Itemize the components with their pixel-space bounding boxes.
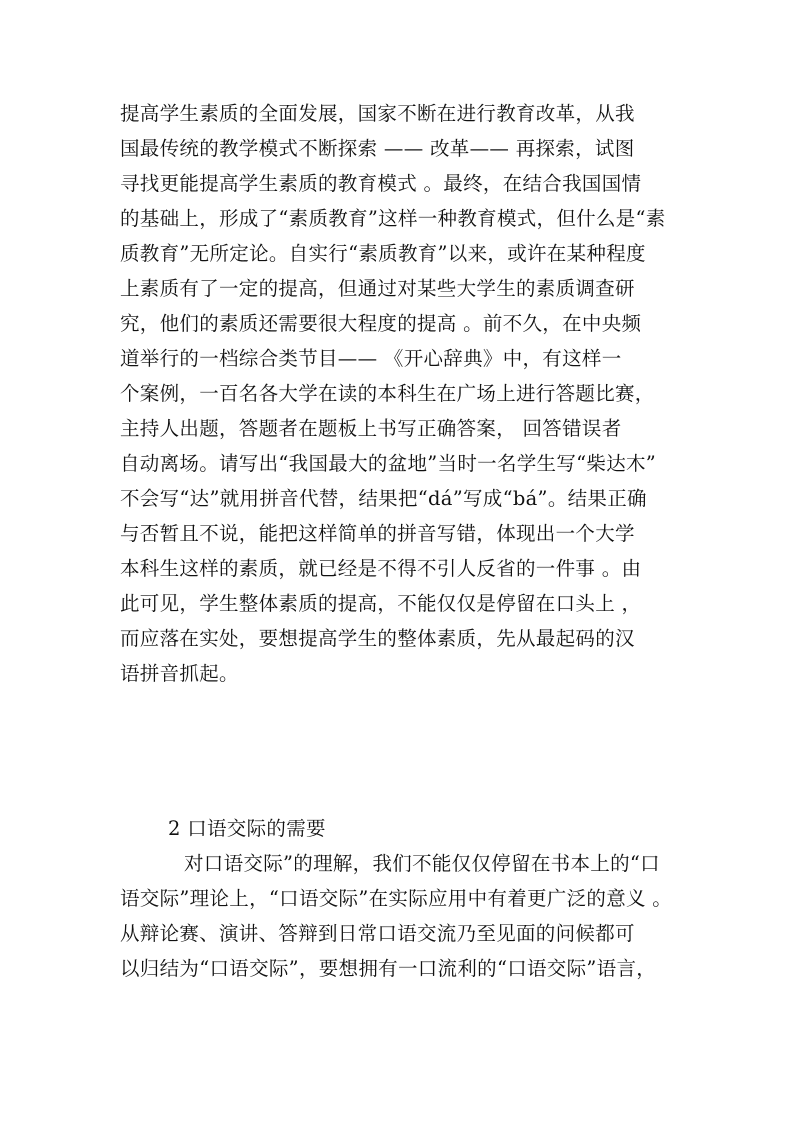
text-line: 语拼音抓起。 bbox=[120, 662, 239, 685]
paragraph-oral-communication bbox=[120, 846, 680, 986]
text-line: 上素质有了一定的提高，但通过对某些大学生的素质调查研 bbox=[120, 277, 635, 300]
text-line: 究，他们的素质还需要很大程度的提高 。前不久，在中央频 bbox=[120, 312, 642, 335]
text-line: 寻找更能提高学生素质的教育模式 。最终，在结合我国国情 bbox=[120, 172, 642, 195]
text-line: 质教育”无所定论。自实行“素质教育”以来，或许在某种程度 bbox=[120, 242, 646, 265]
text-line: 个案例，一百名各大学在读的本科生在广场上进行答题比赛， bbox=[120, 382, 655, 405]
text-line: 道举行的一档综合类节目—— 《开心辞典》中，有这样一 bbox=[120, 347, 622, 370]
text-line: 不会写“达”就用拼音代替，结果把“dá”写成“bá”。结果正确 bbox=[120, 487, 647, 510]
text-line: 从辩论赛、演讲、答辩到日常口语交流乃至见面的问候都可 bbox=[120, 922, 635, 945]
text-line: 主持人出题，答题者在题板上书写正确答案， 回答错误者 bbox=[120, 417, 622, 440]
text-line: 提高学生素质的全面发展，国家不断在进行教育改革，从我 bbox=[120, 102, 635, 125]
text-line: 的基础上，形成了“素质教育”这样一种教育模式，但什么是“素 bbox=[120, 207, 666, 230]
text-line: 此可见，学生整体素质的提高，不能仅仅是停留在口头上 ， bbox=[120, 592, 642, 615]
text-line: 本科生这样的素质，就已经是不得不引人反省的一件事 。由 bbox=[120, 557, 642, 580]
paragraph-education-reform bbox=[120, 96, 680, 691]
section-heading-text: 2 口语交际的需要 bbox=[168, 817, 326, 840]
section-heading bbox=[168, 811, 728, 846]
text-line: 而应落在实处，要想提高学生的整体素质，先从最起码的汉 bbox=[120, 627, 635, 650]
text-line: 以归结为“口语交际”，要想拥有一口流利的“口语交际”语言， bbox=[120, 957, 657, 980]
text-line: 国最传统的教学模式不断探索 —— 改革—— 再探索，试图 bbox=[120, 137, 635, 160]
text-line: 对口语交际”的理解，我们不能仅仅停留在书本上的“口 bbox=[184, 852, 660, 875]
text-line: 自动离场。请写出“我国最大的盆地”当时一名学生写“柴达木” bbox=[120, 452, 657, 475]
text-line: 语交际”理论上，“口语交际”在实际应用中有着更广泛的意义 。 bbox=[120, 887, 673, 910]
text-line: 与否暂且不说，能把这样简单的拼音写错，体现出一个大学 bbox=[120, 522, 635, 545]
